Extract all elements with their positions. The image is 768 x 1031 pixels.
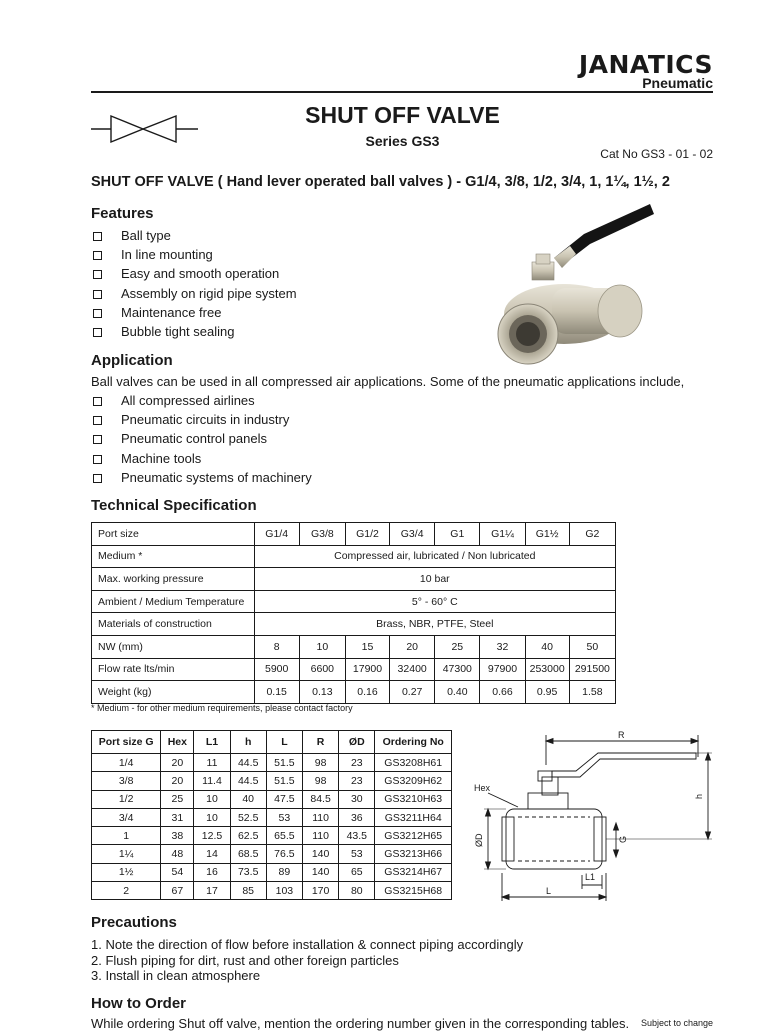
tech-spec-title: Technical Specification xyxy=(91,497,257,514)
table-cell: 10 xyxy=(194,790,230,808)
features-title: Features xyxy=(91,205,154,222)
row-label: Medium * xyxy=(92,545,255,568)
row-label: Max. working pressure xyxy=(92,568,255,591)
checkbox-bullet-icon xyxy=(93,474,102,483)
row-label: Port size xyxy=(92,523,255,546)
checkbox-bullet-icon xyxy=(93,270,102,279)
table-cell: 14 xyxy=(194,845,230,863)
table-cell: 53 xyxy=(266,808,302,826)
tech-spec-table xyxy=(91,522,616,704)
catalog-number: Cat No GS3 - 01 - 02 xyxy=(600,147,713,161)
table-cell: 11 xyxy=(194,754,230,772)
column-header: Ordering No xyxy=(375,731,452,754)
column-header: Port size G xyxy=(92,731,161,754)
table-cell: 1/2 xyxy=(92,790,161,808)
table-cell: 170 xyxy=(303,882,339,900)
table-cell: 17900 xyxy=(345,658,389,681)
row-label: Materials of construction xyxy=(92,613,255,636)
table-cell: GS3208H61 xyxy=(375,754,452,772)
column-header: R xyxy=(303,731,339,754)
list-item: In line mounting xyxy=(91,245,297,264)
row-label: Flow rate lts/min xyxy=(92,658,255,681)
table-cell: 3/8 xyxy=(92,772,161,790)
table-cell: 103 xyxy=(266,882,302,900)
precautions-list xyxy=(91,937,523,984)
subject-to-change-note: Subject to change xyxy=(640,1018,713,1028)
table-cell: 36 xyxy=(339,808,375,826)
application-intro: Ball valves can be used in all compressed air applications. Some of the pneumatic applications include, xyxy=(91,374,685,389)
table-cell: 23 xyxy=(339,772,375,790)
medium-footnote: * Medium - for other medium requirements, please contact factory xyxy=(91,703,353,713)
dim-label-l1: L1 xyxy=(585,872,596,882)
table-row xyxy=(92,808,452,826)
table-row xyxy=(92,772,452,790)
table-cell: 80 xyxy=(339,882,375,900)
table-cell: G1¼ xyxy=(480,523,525,546)
table-cell: 6600 xyxy=(299,658,345,681)
table-cell: 51.5 xyxy=(266,754,302,772)
list-item: Pneumatic systems of machinery xyxy=(91,468,312,487)
table-cell: GS3215H68 xyxy=(375,882,452,900)
table-cell: 16 xyxy=(194,863,230,881)
table-cell: 43.5 xyxy=(339,827,375,845)
table-cell: 15 xyxy=(345,635,389,658)
row-label: NW (mm) xyxy=(92,635,255,658)
table-cell: 52.5 xyxy=(230,808,266,826)
list-item: 3. Install in clean atmosphere xyxy=(91,968,261,983)
table-cell: 0.16 xyxy=(345,681,389,704)
checkbox-bullet-icon xyxy=(93,397,102,406)
table-cell: 0.66 xyxy=(480,681,525,704)
list-item: Bubble tight sealing xyxy=(91,322,297,341)
series-label: Series GS3 xyxy=(365,133,440,149)
list-item: Assembly on rigid pipe system xyxy=(91,284,297,303)
table-cell: 30 xyxy=(339,790,375,808)
table-cell: 40 xyxy=(230,790,266,808)
column-header: L1 xyxy=(194,731,230,754)
dimension-drawing xyxy=(458,725,718,905)
checkbox-bullet-icon xyxy=(93,455,102,464)
table-cell: 97900 xyxy=(480,658,525,681)
page-title: SHUT OFF VALVE xyxy=(305,102,500,128)
table-cell: 291500 xyxy=(569,658,615,681)
column-header: ØD xyxy=(339,731,375,754)
table-cell: 110 xyxy=(303,808,339,826)
table-cell: 53 xyxy=(339,845,375,863)
table-cell: 1¼ xyxy=(92,845,161,863)
table-cell: 17 xyxy=(194,882,230,900)
list-item: Pneumatic circuits in industry xyxy=(91,410,312,429)
dim-label-hex: Hex xyxy=(474,783,491,793)
table-row xyxy=(92,790,452,808)
table-cell: 0.15 xyxy=(254,681,299,704)
table-cell: 44.5 xyxy=(230,754,266,772)
table-cell: 73.5 xyxy=(230,863,266,881)
table-header-row xyxy=(92,731,452,754)
precautions-title: Precautions xyxy=(91,914,177,931)
table-cell: 76.5 xyxy=(266,845,302,863)
table-cell: 140 xyxy=(303,845,339,863)
table-cell: G1 xyxy=(435,523,480,546)
table-cell: Brass, NBR, PTFE, Steel xyxy=(254,613,615,636)
table-row xyxy=(92,681,616,704)
table-row xyxy=(92,590,616,613)
checkbox-bullet-icon xyxy=(93,232,102,241)
list-item: 1. Note the direction of flow before installation & connect piping accordingly xyxy=(91,937,524,952)
application-title: Application xyxy=(91,352,173,369)
list-item: Machine tools xyxy=(91,449,312,468)
table-cell: 40 xyxy=(525,635,569,658)
checkbox-bullet-icon xyxy=(93,309,102,318)
table-cell: 11.4 xyxy=(194,772,230,790)
table-cell: 32 xyxy=(480,635,525,658)
table-cell: 44.5 xyxy=(230,772,266,790)
table-cell: 25 xyxy=(435,635,480,658)
table-row xyxy=(92,754,452,772)
table-cell: 67 xyxy=(161,882,194,900)
checkbox-bullet-icon xyxy=(93,435,102,444)
list-item: 2. Flush piping for dirt, rust and other foreign particles xyxy=(91,952,399,968)
checkbox-bullet-icon xyxy=(93,416,102,425)
table-cell: 10 bar xyxy=(254,568,615,591)
row-label: Weight (kg) xyxy=(92,681,255,704)
row-label: Ambient / Medium Temperature xyxy=(92,590,255,613)
table-cell: 47300 xyxy=(435,658,480,681)
table-cell: 98 xyxy=(303,772,339,790)
table-cell: 65 xyxy=(339,863,375,881)
column-header: L xyxy=(266,731,302,754)
column-header: h xyxy=(230,731,266,754)
brand-logo xyxy=(579,52,713,90)
table-cell: 51.5 xyxy=(266,772,302,790)
table-cell: 65.5 xyxy=(266,827,302,845)
table-cell: 48 xyxy=(161,845,194,863)
table-cell: 140 xyxy=(303,863,339,881)
table-cell: 20 xyxy=(161,772,194,790)
list-item: All compressed airlines xyxy=(91,391,312,410)
table-row xyxy=(92,863,452,881)
table-cell: 0.40 xyxy=(435,681,480,704)
list-item: Pneumatic control panels xyxy=(91,429,312,448)
table-cell: G2 xyxy=(569,523,615,546)
table-cell: G1/2 xyxy=(345,523,389,546)
table-row xyxy=(92,658,616,681)
header-rule xyxy=(91,91,713,93)
table-cell: 5° - 60° C xyxy=(254,590,615,613)
brand-name: JANATICS xyxy=(578,50,713,79)
column-header: Hex xyxy=(161,731,194,754)
table-cell: 98 xyxy=(303,754,339,772)
dim-label-l: L xyxy=(546,886,552,896)
table-cell: 54 xyxy=(161,863,194,881)
table-cell: 20 xyxy=(161,754,194,772)
table-cell: GS3210H63 xyxy=(375,790,452,808)
table-cell: 32400 xyxy=(390,658,435,681)
table-cell: 0.13 xyxy=(299,681,345,704)
table-cell: 12.5 xyxy=(194,827,230,845)
table-cell: 1 xyxy=(92,827,161,845)
brand-subtitle: Pneumatic xyxy=(642,75,713,91)
list-item: Ball type xyxy=(91,226,297,245)
dim-label-h: h xyxy=(694,793,704,799)
table-cell: 68.5 xyxy=(230,845,266,863)
list-item: Maintenance free xyxy=(91,303,297,322)
table-row xyxy=(92,845,452,863)
table-cell: 0.27 xyxy=(390,681,435,704)
table-row xyxy=(92,613,616,636)
table-cell: GS3212H65 xyxy=(375,827,452,845)
table-cell: 62.5 xyxy=(230,827,266,845)
table-cell: 110 xyxy=(303,827,339,845)
table-cell: 50 xyxy=(569,635,615,658)
dim-label-r: R xyxy=(618,730,625,740)
table-cell: 89 xyxy=(266,863,302,881)
checkbox-bullet-icon xyxy=(93,251,102,260)
table-cell: Compressed air, lubricated / Non lubricated xyxy=(254,545,615,568)
table-cell: 84.5 xyxy=(303,790,339,808)
table-row xyxy=(92,545,616,568)
how-to-order-text: While ordering Shut off valve, mention the ordering number given in the corresponding tables. xyxy=(91,1016,630,1031)
dim-label-od: ØD xyxy=(474,833,484,847)
table-cell: GS3211H64 xyxy=(375,808,452,826)
table-cell: G1/4 xyxy=(254,523,299,546)
checkbox-bullet-icon xyxy=(93,328,102,337)
table-cell: 38 xyxy=(161,827,194,845)
table-cell: 1.58 xyxy=(569,681,615,704)
table-cell: GS3209H62 xyxy=(375,772,452,790)
table-cell: 2 xyxy=(92,882,161,900)
features-list xyxy=(91,226,297,341)
table-cell: 1½ xyxy=(92,863,161,881)
product-headline: SHUT OFF VALVE ( Hand lever operated ball valves ) - G1/4, 3/8, 1/2, 3/4, 1, 1¼, 1½, 2 xyxy=(91,174,670,190)
list-item: Easy and smooth operation xyxy=(91,264,297,283)
table-row xyxy=(92,882,452,900)
table-cell: G3/8 xyxy=(299,523,345,546)
table-cell: G1½ xyxy=(525,523,569,546)
table-cell: GS3213H66 xyxy=(375,845,452,863)
table-row xyxy=(92,827,452,845)
table-cell: GS3214H67 xyxy=(375,863,452,881)
table-cell: 0.95 xyxy=(525,681,569,704)
table-cell: 20 xyxy=(390,635,435,658)
ball-valve-photo xyxy=(492,196,662,368)
table-cell: 23 xyxy=(339,754,375,772)
table-cell: 8 xyxy=(254,635,299,658)
application-list xyxy=(91,391,312,487)
table-cell: 10 xyxy=(194,808,230,826)
table-cell: 10 xyxy=(299,635,345,658)
table-cell: 47.5 xyxy=(266,790,302,808)
checkbox-bullet-icon xyxy=(93,290,102,299)
table-cell: 3/4 xyxy=(92,808,161,826)
table-cell: G3/4 xyxy=(390,523,435,546)
table-cell: 31 xyxy=(161,808,194,826)
how-to-order-title: How to Order xyxy=(91,995,187,1012)
table-cell: 5900 xyxy=(254,658,299,681)
ordering-table xyxy=(91,730,452,900)
table-row xyxy=(92,523,616,546)
table-cell: 253000 xyxy=(525,658,569,681)
dim-label-g: G xyxy=(618,835,628,843)
table-cell: 85 xyxy=(230,882,266,900)
table-cell: 25 xyxy=(161,790,194,808)
table-row xyxy=(92,635,616,658)
table-row xyxy=(92,568,616,591)
table-cell: 1/4 xyxy=(92,754,161,772)
